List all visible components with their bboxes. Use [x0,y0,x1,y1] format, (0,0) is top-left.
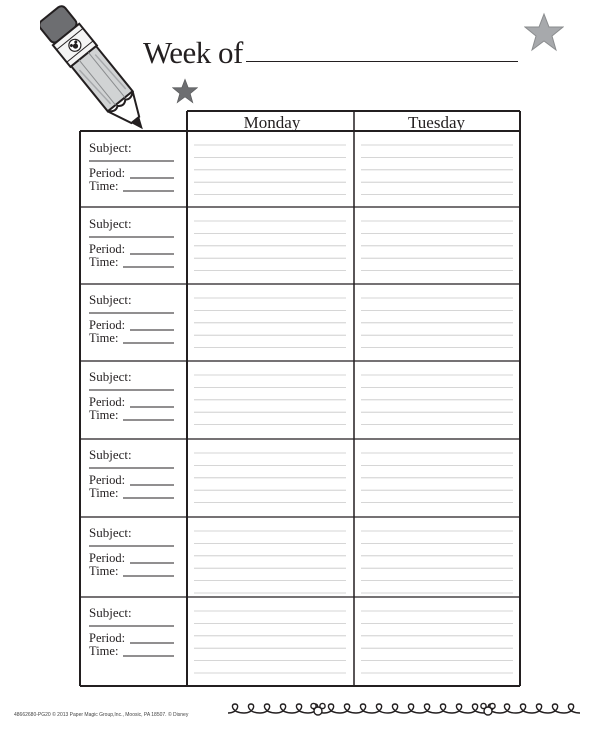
decorative-loop-border [226,701,586,721]
time-label: Time: [89,564,119,578]
subject-label: Subject: [89,140,132,155]
time-label: Time: [89,179,119,193]
subject-label: Subject: [89,216,132,231]
period-label: Period: [89,395,126,409]
time-label: Time: [89,331,119,345]
period-label: Period: [89,242,126,256]
copyright-text: 48662680-PG20 © 2013 Paper Magic Group,Inc., Moosic, PA 18507. © Disney [14,712,189,718]
time-label: Time: [89,486,119,500]
period-label: Period: [89,318,126,332]
period-label: Period: [89,473,126,487]
subject-label: Subject: [89,292,132,307]
period-label: Period: [89,551,126,565]
time-label: Time: [89,644,119,658]
time-label: Time: [89,255,119,269]
time-label: Time: [89,408,119,422]
period-label: Period: [89,166,126,180]
subject-label: Subject: [89,605,132,620]
day-header-tuesday: Tuesday [408,113,465,132]
subject-label: Subject: [89,369,132,384]
period-label: Period: [89,631,126,645]
subject-label: Subject: [89,447,132,462]
day-header-monday: Monday [243,113,301,132]
subject-label: Subject: [89,525,132,540]
loop-border-path [228,704,580,713]
page-title: Week of [143,35,243,70]
